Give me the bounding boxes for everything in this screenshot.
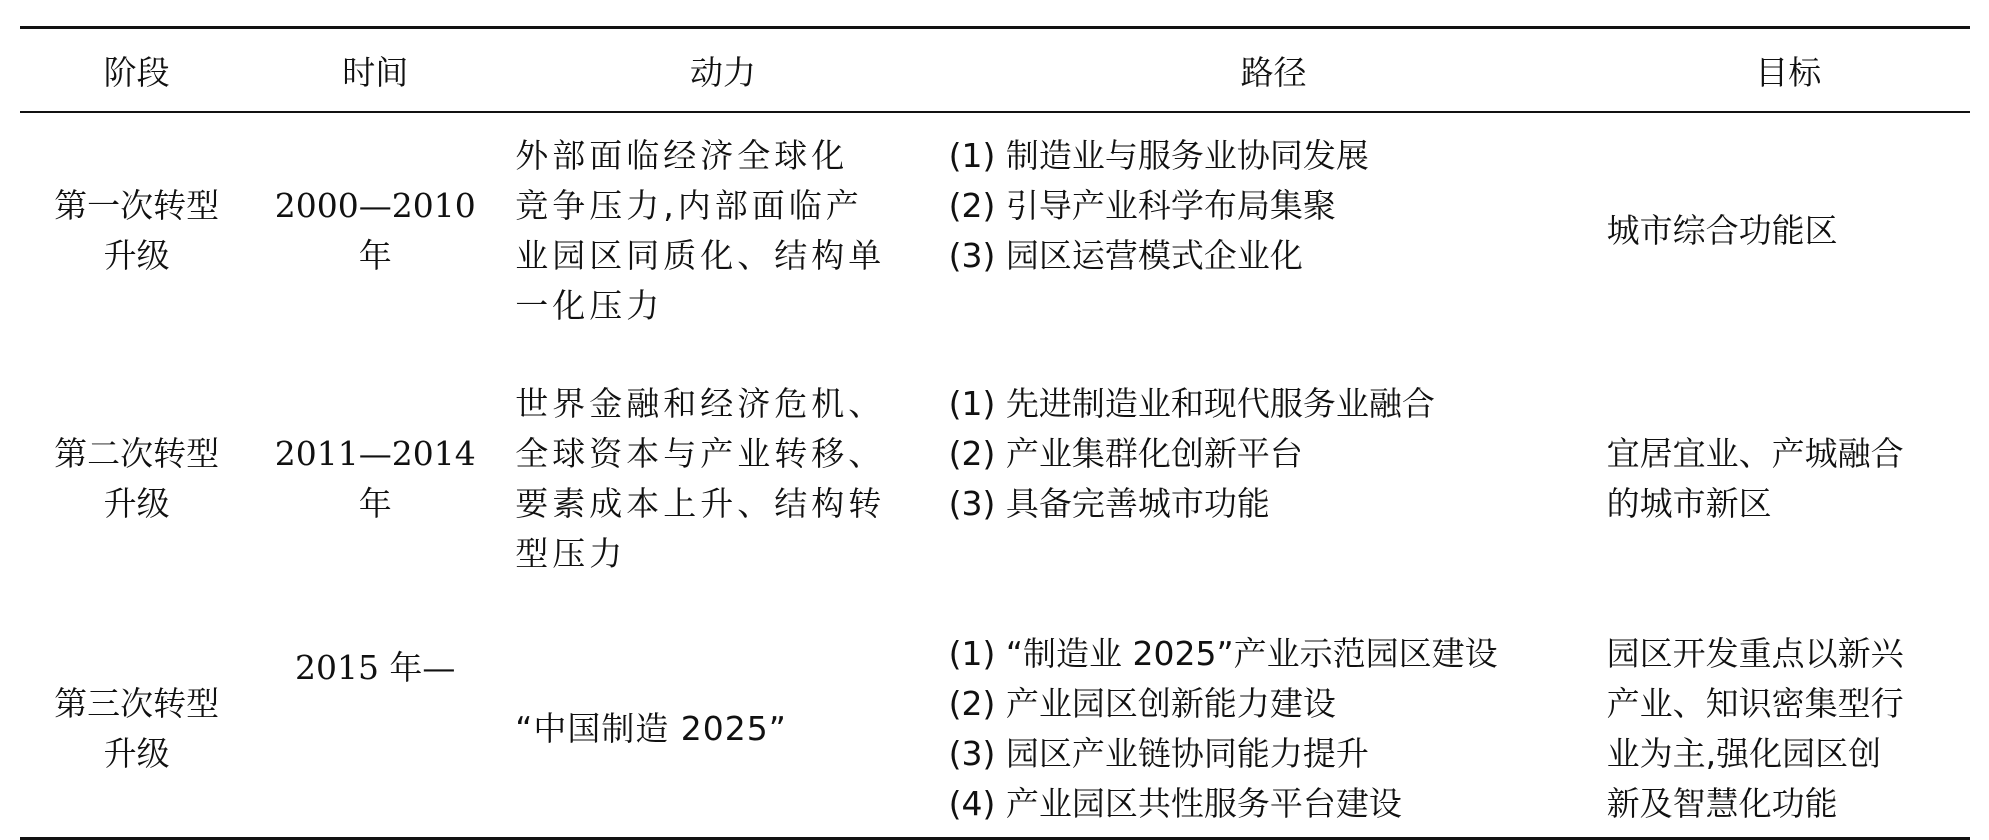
path-item: (1) 制造业与服务业协同发展 bbox=[948, 136, 1369, 175]
path-item: (2) 引导产业科学布局集聚 bbox=[948, 186, 1336, 225]
goal-line: 的城市新区 bbox=[1606, 484, 1772, 523]
table-row bbox=[20, 112, 1970, 349]
goal-cell bbox=[1599, 591, 1970, 839]
path-item-blank bbox=[949, 281, 1599, 331]
path-item: (1) 先进制造业和现代服务业融合 bbox=[948, 384, 1435, 423]
path-item: (2) 产业园区创新能力建设 bbox=[948, 684, 1336, 723]
stage-cell bbox=[20, 349, 253, 591]
driver-cell bbox=[497, 591, 944, 839]
stage-line: 升级 bbox=[103, 734, 170, 773]
path-item-blank bbox=[949, 529, 1599, 579]
time-cell: 2000—2010 年 bbox=[274, 186, 476, 275]
header-driver: 动力 bbox=[689, 52, 756, 92]
time-cell: 2011—2014 年 bbox=[274, 434, 476, 523]
table-header bbox=[20, 28, 1970, 113]
goal-line: 业为主,强化园区创 bbox=[1606, 734, 1882, 773]
transformation-stages-table bbox=[20, 26, 1970, 840]
driver-line: 一化压力 bbox=[515, 286, 664, 325]
header-time: 时间 bbox=[342, 52, 409, 92]
driver-line: 竞争压力,内部面临产 bbox=[515, 186, 863, 225]
table-row bbox=[20, 591, 1970, 839]
path-item: (3) 具备完善城市功能 bbox=[948, 484, 1270, 523]
path-item: (2) 产业集群化创新平台 bbox=[948, 434, 1303, 473]
stage-line: 第三次转型 bbox=[54, 684, 220, 723]
goal-line: 城市综合功能区 bbox=[1606, 211, 1838, 250]
stage-line: 第二次转型 bbox=[54, 434, 220, 473]
table-container bbox=[20, 26, 1970, 840]
goal-cell bbox=[1599, 349, 1970, 591]
driver-line: “中国制造 2025” bbox=[515, 709, 787, 748]
driver-line: 外部面临经济全球化 bbox=[515, 136, 849, 175]
path-item: (3) 园区运营模式企业化 bbox=[948, 236, 1303, 275]
goal-line: 产业、知识密集型行 bbox=[1606, 684, 1904, 723]
stage-line: 升级 bbox=[103, 484, 170, 523]
goal-cell bbox=[1599, 112, 1970, 349]
stage-line: 第一次转型 bbox=[54, 186, 220, 225]
goal-line: 新及智慧化功能 bbox=[1606, 784, 1838, 823]
path-cell bbox=[945, 349, 1599, 591]
header-goal: 目标 bbox=[1755, 52, 1822, 92]
driver-line: 世界金融和经济危机、 bbox=[515, 384, 886, 423]
goal-line: 宜居宜业、产城融合 bbox=[1606, 434, 1904, 473]
time-cell: 2015 年— bbox=[294, 648, 456, 687]
driver-cell bbox=[497, 112, 944, 349]
driver-cell bbox=[497, 349, 944, 591]
goal-line: 园区开发重点以新兴 bbox=[1606, 634, 1904, 673]
driver-line: 业园区同质化、结构单 bbox=[515, 236, 886, 275]
header-path: 路径 bbox=[1240, 52, 1307, 92]
header-row bbox=[20, 28, 1970, 113]
driver-line: 要素成本上升、结构转 bbox=[515, 484, 886, 523]
path-cell bbox=[945, 591, 1599, 839]
path-item: (3) 园区产业链协同能力提升 bbox=[948, 734, 1369, 773]
path-cell bbox=[945, 112, 1599, 349]
driver-line: 全球资本与产业转移、 bbox=[515, 434, 886, 473]
header-stage: 阶段 bbox=[103, 52, 170, 92]
table-row bbox=[20, 349, 1970, 591]
table-body bbox=[20, 112, 1970, 839]
path-item: (1) “制造业 2025”产业示范园区建设 bbox=[948, 634, 1498, 673]
stage-line: 升级 bbox=[103, 236, 170, 275]
stage-cell bbox=[20, 591, 253, 839]
stage-cell bbox=[20, 112, 253, 349]
path-item: (4) 产业园区共性服务平台建设 bbox=[948, 784, 1402, 823]
driver-line: 型压力 bbox=[515, 534, 627, 573]
